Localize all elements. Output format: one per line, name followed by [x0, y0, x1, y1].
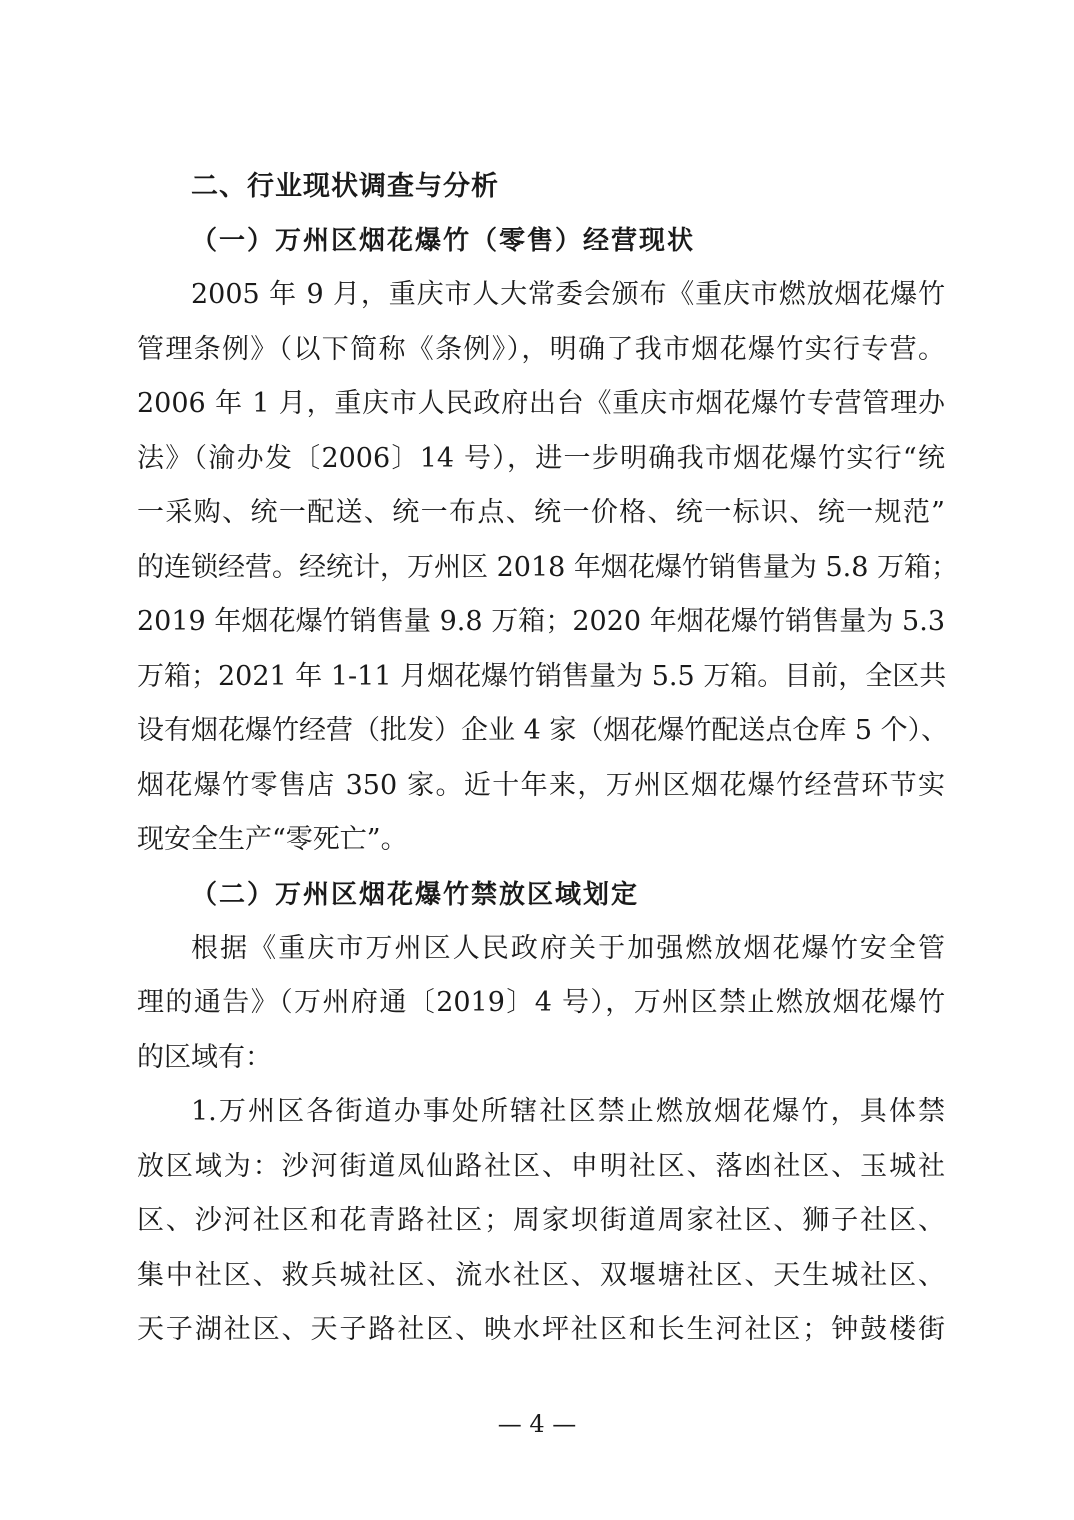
text-line: 一采购、统一配送、统一布点、统一价格、统一标识、统一规范” [137, 497, 945, 528]
text-line: 烟花爆竹零售店 350 家。近十年来，万州区烟花爆竹经营环节实 [137, 769, 945, 801]
paragraph-ban-item-1 [137, 1085, 945, 1358]
subsection-heading-2: （二）万州区烟花爆竹禁放区域划定 [191, 879, 640, 910]
text-line: 2005 年 9 月，重庆市人大常委会颁布《重庆市燃放烟花爆竹 [191, 279, 945, 310]
text-line: 万箱；2021 年 1-11 月烟花爆竹销售量为 5.5 万箱。目前，全区共 [137, 660, 947, 692]
section-heading-main: 二、行业现状调查与分析 [191, 171, 499, 202]
page-number: — 4 — [497, 1410, 577, 1438]
text-line: 现安全生产“零死亡”。 [137, 824, 408, 855]
text-line: 天子湖社区、天子路社区、映水坪社区和长生河社区；钟鼓楼街 [137, 1314, 945, 1345]
text-line: 放区域为：沙河街道凤仙路社区、申明社区、落凼社区、玉城社 [137, 1150, 945, 1182]
text-line: 2006 年 1 月，重庆市人民政府出台《重庆市烟花爆竹专营管理办 [137, 388, 945, 419]
text-line: 的连锁经营。经统计，万州区 2018 年烟花爆竹销售量为 5.8 万箱； [137, 551, 958, 583]
text-line: 的区域有： [137, 1041, 272, 1073]
text-line: 1.万州区各街道办事处所辖社区禁止燃放烟花爆竹，具体禁 [191, 1096, 945, 1127]
text-line: 管理条例》（以下简称《条例》），明确了我市烟花爆竹实行专营。 [137, 333, 945, 365]
paragraph-sales-status [137, 268, 958, 868]
text-line: 根据《重庆市万州区人民政府关于加强燃放烟花爆竹安全管 [191, 932, 945, 964]
text-line: 理的通告》（万州府通〔2019〕4 号），万州区禁止燃放烟花爆竹 [137, 987, 945, 1018]
paragraph-ban-notice [137, 922, 945, 1086]
text-line: 设有烟花爆竹经营（批发）企业 4 家（烟花爆竹配送点仓库 5 个）、 [137, 715, 949, 746]
text-line: 区、沙河社区和花青路社区；周家坝街道周家社区、狮子社区、 [137, 1205, 945, 1236]
document-page [137, 160, 958, 1358]
subsection-heading-1: （一）万州区烟花爆竹（零售）经营现状 [191, 226, 696, 256]
text-line: 集中社区、救兵城社区、流水社区、双堰塘社区、天生城社区、 [137, 1259, 945, 1291]
text-line: 2019 年烟花爆竹销售量 9.8 万箱；2020 年烟花爆竹销售量为 5.3 [137, 606, 945, 637]
text-line: 法》（渝办发〔2006〕14 号），进一步明确我市烟花爆竹实行“统 [137, 442, 945, 474]
